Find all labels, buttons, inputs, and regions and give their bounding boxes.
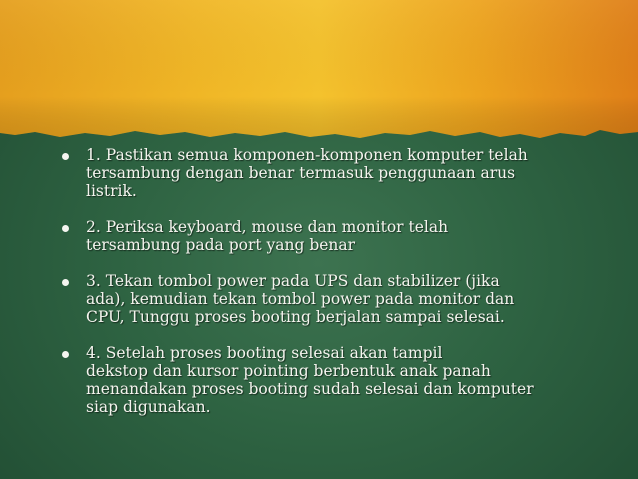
list-item: [62, 218, 602, 254]
bullet-text: 4. Setelah proses booting selesai akan tampil dekstop dan kursor pointing berbentuk anak panah menandakan proses booting sudah selesai dan komputer siap digunakan.: [86, 344, 534, 416]
bullet-text: 3. Tekan tombol power pada UPS dan stabilizer (jika ada), kemudian tekan tombol power pada monitor dan CPU, Tunggu proses booting berjalan sampai selesai.: [86, 272, 515, 326]
top-brush-band: [0, 0, 638, 170]
bullet-icon: [62, 225, 69, 232]
list-item: [62, 344, 602, 416]
list-item: [62, 272, 602, 326]
bullet-icon: [62, 153, 69, 160]
bullet-icon: [62, 351, 69, 358]
bullet-list: [62, 146, 602, 434]
bullet-text: 2. Periksa keyboard, mouse dan monitor telah tersambung pada port yang benar: [86, 218, 449, 254]
bullet-icon: [62, 279, 69, 286]
list-item: [62, 146, 602, 200]
bullet-text: 1. Pastikan semua komponen-komponen komputer telah tersambung dengan benar termasuk penggunaan arus listrik.: [86, 146, 528, 200]
